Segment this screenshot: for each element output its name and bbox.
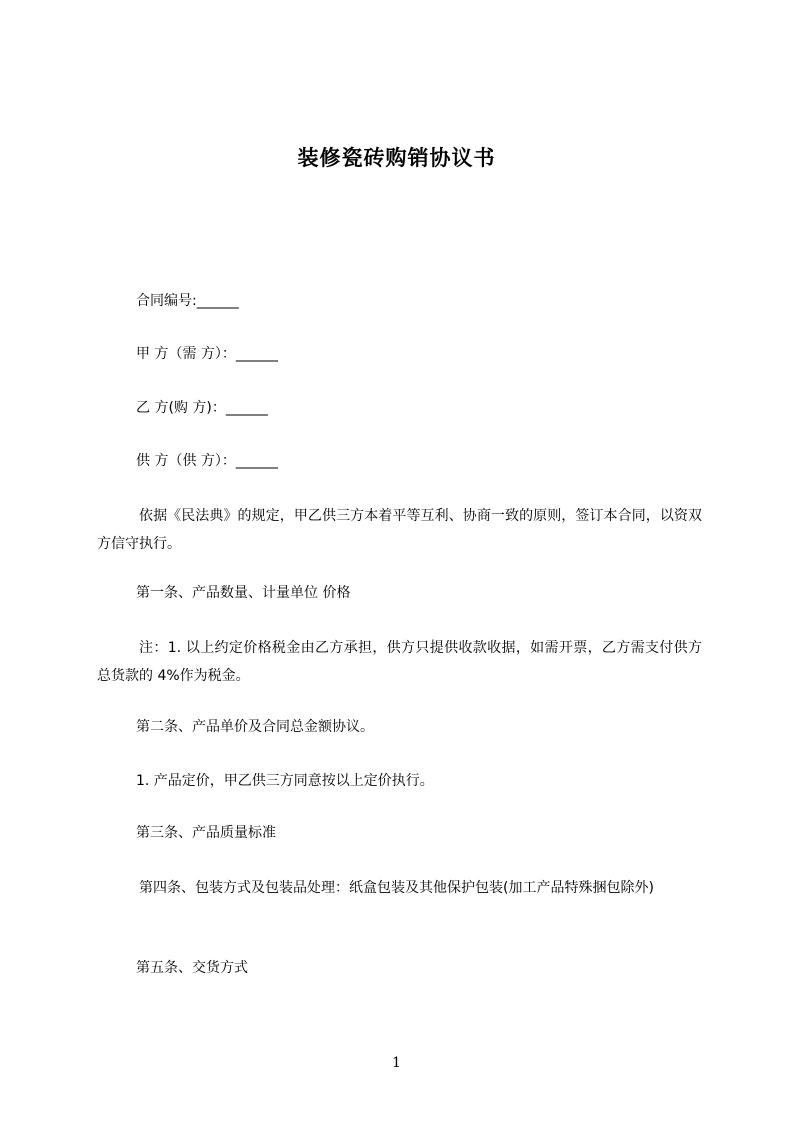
document-title: 装修瓷砖购销协议书: [297, 146, 496, 170]
party-a-line: 甲 方（需 方）：______: [136, 346, 278, 362]
page-number: 1: [392, 1055, 401, 1071]
article-2-heading: 第二条、产品单价及合同总金额协议。: [136, 719, 374, 735]
article-4-paragraph: 第四条、包装方式及包装品处理：纸盒包装及其他保护包装(加工产品特殊捆包除外): [139, 880, 654, 896]
article-3-heading: 第三条、产品质量标准: [136, 825, 276, 841]
item-1-line: 1. 产品定价，甲乙供三方同意按以上定价执行。: [136, 773, 434, 789]
article-1-heading: 第一条、产品数量、计量单位 价格: [136, 585, 351, 601]
article-5-heading: 第五条、交货方式: [136, 960, 248, 976]
preamble-paragraph: 依据《民法典》的规定，甲乙供三方本着平等互利、协商一致的原则，签订本合同，以资双方信守执行。: [97, 508, 702, 552]
supplier-line: 供 方（供 方）：______: [136, 453, 278, 469]
party-b-line: 乙 方(购 方)：______: [136, 400, 268, 416]
contract-number-line: 合同编号:______: [136, 293, 239, 309]
note-1-paragraph: 注：1. 以上约定价格税金由乙方承担，供方只提供收款收据，如需开票，乙方需支付供方总货款的 4%作为税金。: [97, 640, 702, 684]
